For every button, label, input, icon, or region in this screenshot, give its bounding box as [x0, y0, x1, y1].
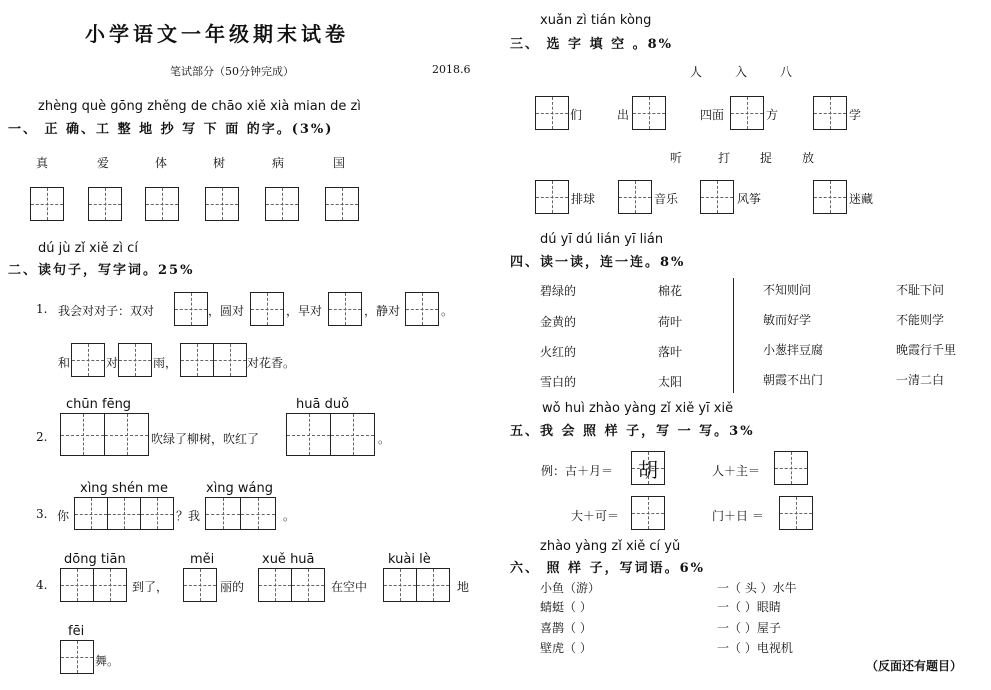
s3-word: 排球 — [571, 192, 596, 206]
s3-word: 方 — [766, 108, 779, 122]
s3-option: 八 — [780, 65, 793, 79]
q2-text: 吹绿了柳树，吹红了 — [151, 432, 260, 446]
s3-word: 出 — [617, 108, 630, 122]
q1-text: 对 — [106, 356, 119, 370]
writing-box[interactable] — [88, 187, 122, 221]
q1-text: 。 — [441, 304, 454, 318]
s3-option: 打 — [718, 151, 731, 165]
s3-word: 迷藏 — [849, 192, 874, 206]
example-answer-box — [631, 451, 665, 485]
q1-text: 对花香。 — [247, 356, 296, 370]
q1-text: 我会对对子：双对 — [58, 304, 155, 318]
q3-text: 。 — [283, 509, 296, 523]
s4-right-a: 朝霞不出门 — [763, 373, 824, 387]
s6-right: 一（ ）电视机 — [717, 641, 793, 655]
s5-example: 例：古＋月＝ — [541, 464, 614, 478]
writing-box-group[interactable] — [258, 568, 324, 602]
writing-box[interactable] — [250, 292, 284, 326]
q1-text: ，静对 — [364, 304, 401, 318]
s3-word: 音乐 — [654, 192, 679, 206]
q3-pinyin: xìng wáng — [206, 481, 274, 496]
q4-number: 4. — [36, 578, 48, 592]
s1-char: 病 — [272, 156, 285, 170]
writing-box[interactable] — [205, 187, 239, 221]
s3-word: 学 — [849, 108, 862, 122]
s4-right-b: 不耻下问 — [896, 283, 945, 297]
s4-left-b: 荷叶 — [658, 315, 683, 329]
writing-box[interactable] — [618, 180, 652, 214]
s1-char: 体 — [155, 156, 168, 170]
s5-question: 人＋主＝ — [712, 464, 761, 478]
s6-right: 一（ ）眼睛 — [717, 600, 781, 614]
q4-pinyin: kuài lè — [388, 552, 431, 567]
s4-left-a: 雪白的 — [540, 375, 577, 389]
q2-pinyin: huā duǒ — [296, 397, 350, 412]
s3-option: 捉 — [760, 151, 773, 165]
s4-left-b: 太阳 — [658, 375, 683, 389]
exam-subtitle: 笔试部分（50分钟完成） — [170, 65, 294, 78]
s6-heading: 六、 照 样 子，写词语。6% — [510, 561, 705, 576]
q4-text: 到了， — [132, 580, 169, 594]
s1-char: 国 — [333, 156, 346, 170]
s4-heading: 四、读一读，连一连。8% — [510, 255, 686, 270]
q4-pinyin: fēi — [68, 624, 85, 639]
q4-text: 舞。 — [95, 654, 120, 668]
s4-right-a: 不知则问 — [763, 283, 812, 297]
s6-left: 小鱼（游） — [540, 581, 601, 595]
writing-box[interactable] — [730, 96, 764, 130]
s6-left: 蜻蜓（ ） — [540, 600, 592, 614]
writing-box[interactable] — [71, 343, 105, 377]
writing-box[interactable] — [774, 451, 808, 485]
s5-question: 大＋可＝ — [571, 509, 620, 523]
writing-box[interactable] — [60, 640, 94, 674]
q1-number: 1. — [36, 302, 48, 316]
s3-option: 听 — [670, 151, 683, 165]
q1-text: ，早对 — [286, 304, 323, 318]
s6-right: 一（ 头 ）水牛 — [717, 581, 797, 595]
s4-right-b: 一清二白 — [896, 373, 945, 387]
s4-right-b: 不能则学 — [896, 313, 945, 327]
writing-box[interactable] — [118, 343, 152, 377]
writing-box[interactable] — [30, 187, 64, 221]
s5-pinyin: wǒ huì zhào yàng zǐ xiě yī xiě — [542, 401, 734, 416]
s3-word: 风筝 — [737, 192, 762, 206]
writing-box-group[interactable] — [180, 343, 246, 377]
q3-number: 3. — [36, 507, 48, 521]
writing-box-group[interactable] — [205, 497, 275, 530]
writing-box-group[interactable] — [74, 497, 173, 530]
writing-box-group[interactable] — [60, 413, 148, 456]
s1-char: 真 — [36, 156, 49, 170]
s5-question: 门＋日 ＝ — [712, 509, 764, 523]
writing-box-group[interactable] — [286, 413, 374, 456]
q3-pinyin: xìng shén me — [80, 481, 168, 496]
s4-left-b: 棉花 — [658, 284, 683, 298]
writing-box-group[interactable] — [60, 568, 126, 602]
writing-box[interactable] — [535, 96, 569, 130]
writing-box[interactable] — [631, 496, 665, 530]
page-footer-note: （反面还有题目） — [866, 659, 963, 673]
s6-left: 壁虎（ ） — [540, 641, 592, 655]
writing-box[interactable] — [700, 180, 734, 214]
s1-pinyin: zhèng què gōng zhěng de chāo xiě xià mian de zì — [38, 99, 361, 114]
q2-number: 2. — [36, 430, 48, 444]
q1-text: ，圆对 — [208, 304, 245, 318]
s3-option: 人 — [690, 65, 703, 79]
s3-word: 们 — [570, 108, 583, 122]
writing-box[interactable] — [328, 292, 362, 326]
writing-box[interactable] — [813, 96, 847, 130]
writing-box[interactable] — [632, 96, 666, 130]
column-divider — [733, 278, 734, 393]
q4-text: 在空中 — [331, 580, 368, 594]
s2-pinyin: dú jù zǐ xiě zì cí — [38, 241, 138, 256]
q4-text: 丽的 — [220, 580, 245, 594]
q2-text: 。 — [378, 432, 391, 446]
s3-heading: 三、 选 字 填 空 。8% — [510, 37, 674, 52]
s3-option: 入 — [735, 65, 748, 79]
q2-pinyin: chūn fēng — [66, 397, 132, 412]
s1-char: 爱 — [97, 156, 110, 170]
s6-pinyin: zhào yàng zǐ xiě cí yǔ — [540, 539, 681, 554]
s1-heading: 一、 正 确、工 整 地 抄 写 下 面 的字。(3%) — [8, 122, 334, 137]
writing-box[interactable] — [325, 187, 359, 221]
example-answer: 胡 — [638, 457, 658, 482]
writing-box[interactable] — [535, 180, 569, 214]
s4-right-a: 敏而好学 — [763, 313, 812, 327]
q4-pinyin: xuě huā — [262, 552, 315, 567]
q4-pinyin: měi — [190, 552, 215, 567]
q3-text: ？我 — [176, 509, 201, 523]
exam-date: 2018.6 — [432, 63, 471, 76]
writing-box[interactable] — [405, 292, 439, 326]
s6-left: 喜鹊（ ） — [540, 621, 592, 635]
writing-box[interactable] — [813, 180, 847, 214]
s4-left-a: 碧绿的 — [540, 284, 577, 298]
s3-word: 四面 — [700, 108, 725, 122]
writing-box[interactable] — [265, 187, 299, 221]
s2-heading: 二、读句子，写字词。25% — [8, 263, 195, 278]
q1-text: 和 — [58, 356, 71, 370]
q4-pinyin: dōng tiān — [64, 552, 126, 567]
s5-heading: 五、我 会 照 样 子，写 一 写。3% — [510, 424, 755, 439]
s6-right: 一（ ）屋子 — [717, 621, 781, 635]
s3-option: 放 — [802, 151, 815, 165]
s3-pinyin: xuǎn zì tián kòng — [540, 13, 652, 28]
q1-text: 雨， — [153, 356, 178, 370]
s4-left-b: 落叶 — [658, 345, 683, 359]
writing-box-group[interactable] — [383, 568, 449, 602]
s4-pinyin: dú yī dú lián yī lián — [540, 232, 664, 247]
q3-text: 你 — [57, 509, 70, 523]
s1-char: 树 — [213, 156, 226, 170]
s4-left-a: 金黄的 — [540, 315, 577, 329]
writing-box[interactable] — [779, 496, 813, 530]
s4-left-a: 火红的 — [540, 345, 577, 359]
writing-box[interactable] — [183, 568, 217, 602]
exam-title: 小学语文一年级期末试卷 — [85, 22, 349, 46]
s4-right-a: 小葱拌豆腐 — [763, 343, 824, 357]
s4-right-b: 晚霞行千里 — [896, 343, 957, 357]
q4-text: 地 — [457, 580, 470, 594]
writing-box[interactable] — [174, 292, 208, 326]
writing-box[interactable] — [145, 187, 179, 221]
